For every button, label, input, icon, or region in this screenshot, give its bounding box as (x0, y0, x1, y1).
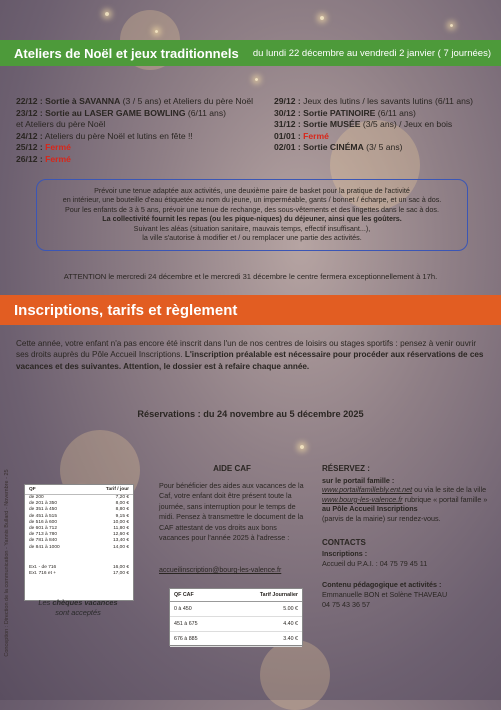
section-title-noel: Ateliers de Noël et jeux traditionnels (14, 45, 239, 61)
section-title-inscriptions: Inscriptions, tarifs et règlement (14, 301, 238, 319)
portal-link[interactable]: www.portailfamillebly.ent.net (322, 485, 413, 495)
contacts-title: CONTACTS (322, 537, 366, 547)
section-header-inscriptions (0, 295, 501, 325)
table-row: de 201 à 350 8,00 € (29, 501, 129, 507)
contact-column: RÉSERVEZ : sur le portail famille : www.portailfamillebly.ent.net ou via le site de la ville www.bourg-les-valence.fr rubrique « portail famille » au Pôle Accueil Inscriptions (parvis de la mairie) sur rendez-vous. CONTACTS Inscriptions : Accueil du P.A.I. : 04 75 79 45 11 Contenu pédagogique et activités : Emmanuelle BON et Solène THAVEAU 04 75 43 36 57 (322, 464, 494, 609)
caf-tariff-table (169, 588, 303, 646)
aide-caf-title: AIDE CAF (213, 464, 251, 473)
qf-tariff-table (24, 484, 134, 601)
inscriptions-label: Inscriptions : (322, 549, 368, 559)
schedule-row: 02/01 : Sortie CINÉMA (3/ 5 ans) (274, 142, 403, 153)
table-row: de 451 à 515 9,15 € (29, 513, 129, 519)
cheques-vacances-note: Les chèques vacances sont acceptés (38, 598, 118, 617)
schedule-right (274, 96, 473, 154)
table-row: de 516 à 600 10,00 € (29, 519, 129, 525)
schedule-row: et Ateliers du père Noël (16, 119, 106, 130)
contenu-label: Contenu pédagogique et activités : (322, 580, 442, 590)
contenu-phone: 04 75 43 36 57 (322, 599, 370, 609)
table-row: de 200 7,20 € (29, 495, 129, 500)
table-row: 676 à 885 3.40 € (170, 632, 302, 647)
equipment-notice: Prévoir une tenue adaptée aux activités, une deuxième paire de basket pour la pratique de l'activité en intérieur, une bouteille d'eau étiquetée au nom du jeune, un imperméable, gants / bonnet / écharpe, et un sac à dos. Pour les enfants de 3 à 5 ans, prévoir une tenue de rechange, des sous-vêtements et des lingettes dans le sac à dos. La collectivité fournit les repas (ou les pique-niques) du déjeuner, ainsi que les goûters. Suivant les aléas (situation sanitaire, mauvais temps, effectif insuffisant...), la ville s'autorise à modifier et / ou remplacer une partie des activités. (36, 179, 468, 251)
table-header: QF CAF Tarif Journalier (170, 589, 302, 602)
inscription-intro: Cette année, votre enfant n'a pas encore été inscrit dans l'un de nos centres de loisirs ou stages sportifs : pensez à venir ouvrir ses droits auprès du Pôle Accueil Inscriptions. L'inscription préalable est nécessaire pour procéder aux réservations de ces vacances et des suivantes. Attention, le dossier est à refaire chaque année. (16, 339, 484, 371)
section-header-noel (0, 40, 501, 66)
aide-caf-email-link[interactable]: accueilinscription@bourg-les-valence.fr (159, 567, 282, 574)
pole-info: au Pôle Accueil Inscriptions (322, 504, 418, 514)
table-header: QF Tarif / jour (25, 485, 133, 495)
schedule-row: 22/12 : Sortie à SAVANNA (3 / 5 ans) et Ateliers du père Noël (16, 96, 254, 106)
table-row: de 841 à 1000 14,00 € (29, 544, 129, 550)
schedule-row: 29/12 : Jeux des lutins / les savants lutins (6/11 ans) (274, 96, 474, 106)
aide-caf-text: Pour bénéficier des aides aux vacances de la Caf, votre enfant doit être présent toute la journée, sans interruption pour le temps de midi. Pensez à transmettre le document de la CAF attestant de vos droits aux bons vacances pour l'année 2025 à l'adresse : (159, 481, 304, 543)
reservez-title: RÉSERVEZ : (322, 464, 370, 473)
table-row: de 351 à 450 8,80 € (29, 507, 129, 513)
table-row: de 601 à 712 11,80 € (29, 526, 129, 532)
schedule-row: 24/12 : Ateliers du père Noël et lutins en fête !! (16, 130, 193, 141)
portal-label: sur le portail famille : (322, 475, 395, 485)
contenu-names: Emmanuelle BON et Solène THAVEAU (322, 589, 448, 599)
schedule-row: 30/12 : Sortie PATINOIRE (6/11 ans) (274, 107, 416, 118)
table-row: de 713 à 780 12,60 € (29, 532, 129, 538)
section-dates: du lundi 22 décembre au vendredi 2 janvier ( 7 journées) (252, 47, 491, 59)
inscriptions-phone: Accueil du P.A.I. : 04 75 79 45 11 (322, 558, 428, 568)
attention-note: ATTENTION le mercredi 24 décembre et le mercredi 31 décembre le centre fermera exceptionnellement à 17h. (63, 272, 438, 281)
city-site-link[interactable]: www.bourg-les-valence.fr (322, 494, 403, 504)
schedule-row: 31/12 : Sortie MUSÉE (3/5 ans) / Jeux en bois (274, 119, 453, 130)
schedule-row: 01/01 : Fermé (274, 130, 329, 141)
schedule-row: 26/12 : Fermé (16, 153, 71, 164)
schedule-row: 23/12 : Sortie au LASER GAME BOWLING (6/11 ans) (16, 107, 226, 118)
side-credit: Conception : Direction de la communication - Yannis Bullard - Novembre - 25 (4, 469, 10, 657)
table-row: 451 à 675 4.40 € (170, 617, 302, 632)
table-row: de 781 à 840 13,40 € (29, 538, 129, 544)
table-row (25, 551, 133, 565)
schedule-left (16, 96, 253, 166)
schedule-row: 25/12 : Fermé (16, 142, 71, 153)
table-row: Ext. - de 716 16,00 € (29, 564, 129, 570)
reservation-period: Réservations : du 24 novembre au 5 décembre 2025 (137, 409, 364, 419)
table-row: 0 à 450 5.00 € (170, 602, 302, 617)
table-row: Ext. 716 et + 17,00 € (29, 571, 129, 577)
portal-info: www.portailfamillebly.ent.net ou via le site de la ville www.bourg-les-valence.fr rubrique « portail famille » (322, 485, 488, 504)
